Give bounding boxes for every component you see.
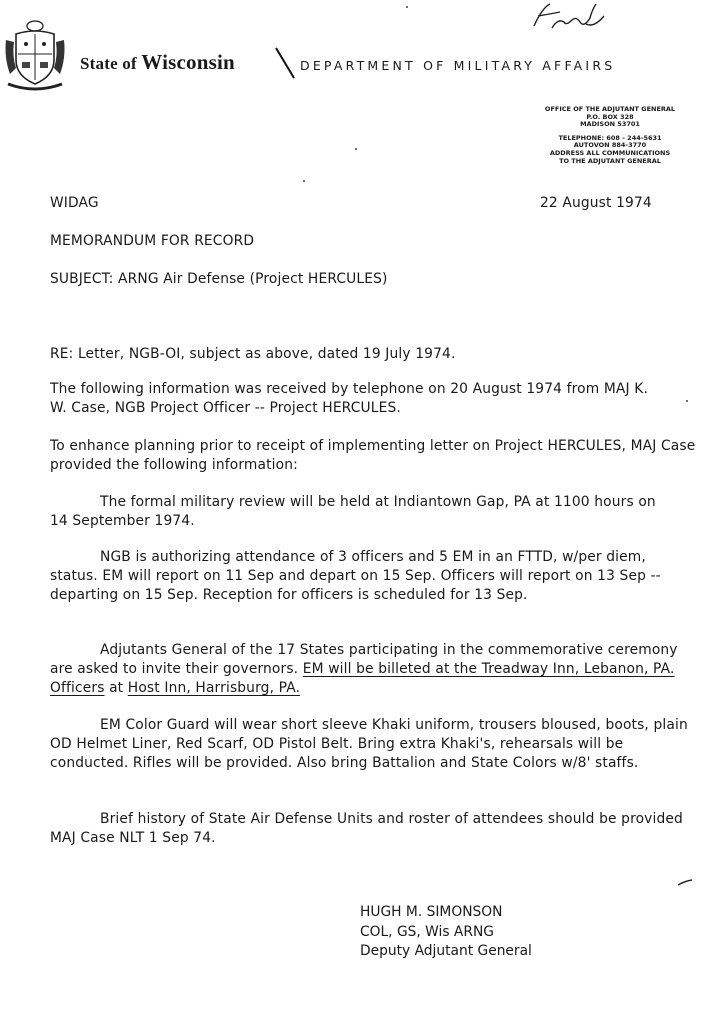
office-symbol: WIDAG <box>50 195 99 211</box>
underlined-text: Officers <box>50 679 105 696</box>
paragraph-text: at <box>104 679 128 696</box>
signer-title: Deputy Adjutant General <box>360 943 532 959</box>
signer-name: HUGH M. SIMONSON <box>360 904 503 920</box>
underlined-text: EM will be billeted at the Treadway Inn, Lebanon, PA. <box>302 660 675 677</box>
speck <box>355 148 357 150</box>
office-line: MADISON 53701 <box>580 120 640 129</box>
contact-line: AUTOVON 884-3770 <box>573 141 647 150</box>
office-address <box>520 106 700 165</box>
paragraph-text: Adjutants General of the 17 States participating in the commemorative ceremony are asked to invite their governors. <box>50 642 678 677</box>
contact-line: TO THE ADJUTANT GENERAL <box>559 156 661 165</box>
contact-line: TELEPHONE: 608 - 244-5631 <box>558 133 662 142</box>
paragraph: Brief history of State Air Defense Units and roster of attendees should be provided MAJ Case NLT 1 Sep 74. <box>50 811 683 846</box>
paragraph: NGB is authorizing attendance of 3 officers and 5 EM in an FTTD, w/per diem, status. EM will report on 11 Sep and depart on 15 Sep. Officers will report on 13 Sep -- departing on 15 Sep. Reception for officers is scheduled for 13 Sep. <box>50 549 661 603</box>
reference-line: RE: Letter, NGB-OI, subject as above, dated 19 July 1974. <box>50 346 456 362</box>
pen-mark-icon <box>676 878 694 888</box>
speck <box>303 180 305 182</box>
memo-subject: SUBJECT: ARNG Air Defense (Project HERCULES) <box>50 271 388 287</box>
handwritten-initials <box>520 0 620 34</box>
department-name: DEPARTMENT OF MILITARY AFFAIRS <box>300 58 616 73</box>
paragraph: The formal military review will be held at Indiantown Gap, PA at 1100 hours on 14 September 1974. <box>50 494 656 529</box>
memo-date: 22 August 1974 <box>540 195 652 211</box>
speck <box>686 400 688 402</box>
state-name <box>80 50 235 75</box>
state-seal-icon <box>2 18 68 100</box>
signer-rank: COL, GS, Wis ARNG <box>360 923 494 940</box>
office-line: OFFICE OF THE ADJUTANT GENERAL <box>544 105 676 113</box>
letterhead-divider-icon <box>270 44 300 82</box>
speck <box>406 6 408 8</box>
paragraph: EM Color Guard will wear short sleeve Khaki uniform, trousers bloused, boots, plain OD Helmet Liner, Red Scarf, OD Pistol Belt. Bring extra Khaki's, rehearsals will be conducted. Rifles will be provided. Also bring Battalion and State Colors w/8' staffs. <box>50 717 688 771</box>
signature-block <box>360 903 532 962</box>
paragraph: To enhance planning prior to receipt of implementing letter on Project HERCULES, MAJ Case provided the following information: <box>50 438 696 473</box>
office-line: P.O. BOX 328 <box>586 112 634 121</box>
state-name-main: Wisconsin <box>141 50 235 74</box>
contact-line: ADDRESS ALL COMMUNICATIONS <box>549 148 671 157</box>
paragraph: The following information was received by telephone on 20 August 1974 from MAJ K. W. Case, NGB Project Officer -- Project HERCULES. <box>50 381 648 416</box>
paragraph <box>50 641 690 697</box>
memo-type: MEMORANDUM FOR RECORD <box>50 233 255 249</box>
underlined-text: Host Inn, Harrisburg, PA. <box>127 679 301 696</box>
state-name-prefix: State of <box>80 54 142 73</box>
